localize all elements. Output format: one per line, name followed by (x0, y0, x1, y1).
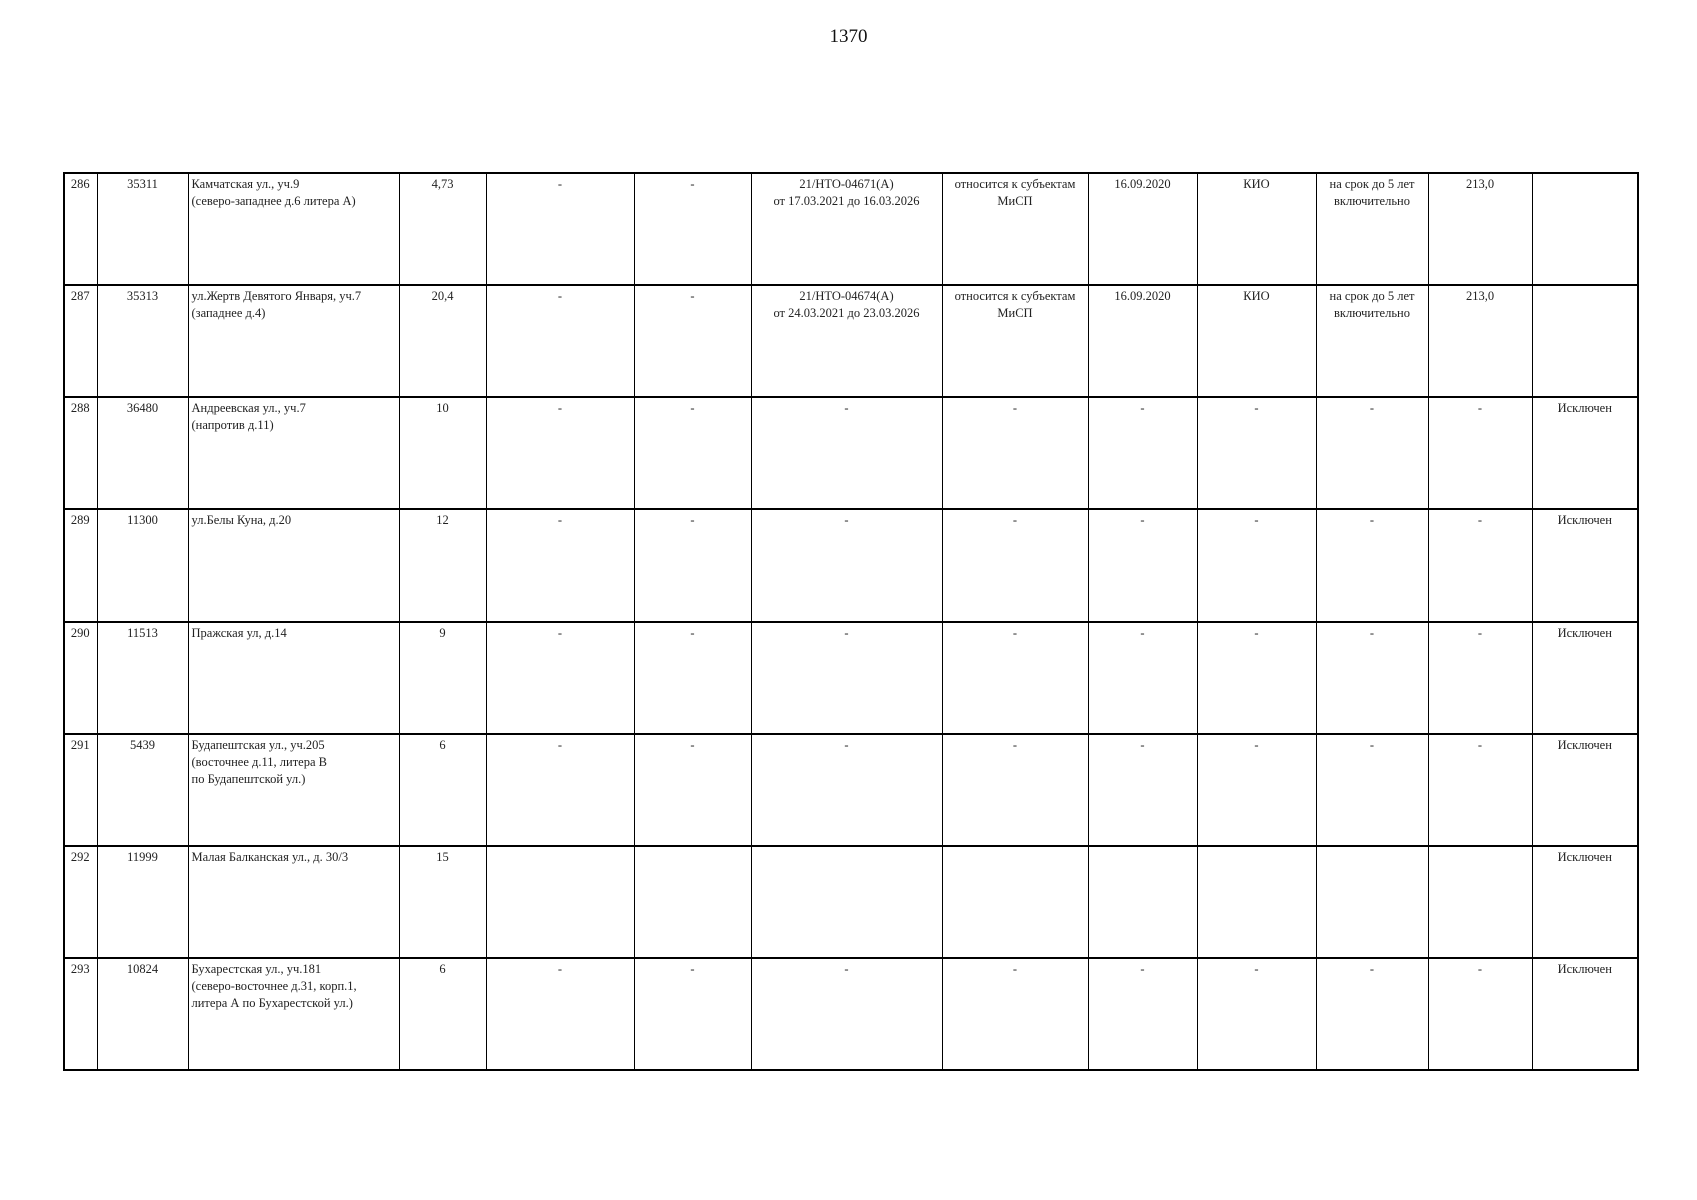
table-row (64, 173, 1638, 285)
organization-cell: - (1197, 622, 1316, 734)
contract-cell: 21/НТО-04674(А) от 24.03.2021 до 23.03.2026 (751, 285, 942, 397)
price-cell: - (1428, 397, 1532, 509)
object-id-cell: 5439 (97, 734, 188, 846)
object-id-cell: 11300 (97, 509, 188, 621)
organization-cell: - (1197, 734, 1316, 846)
status-cell (1532, 285, 1638, 397)
row-number-cell: 289 (64, 509, 97, 621)
column-5-cell: - (486, 397, 634, 509)
organization-cell: КИО (1197, 285, 1316, 397)
address-cell: Пражская ул, д.14 (188, 622, 399, 734)
term-cell: - (1316, 734, 1428, 846)
organization-cell: - (1197, 397, 1316, 509)
column-6-cell: - (634, 509, 751, 621)
contract-cell: 21/НТО-04671(А) от 17.03.2021 до 16.03.2026 (751, 173, 942, 285)
registry-table (63, 172, 1639, 1071)
object-id-cell: 36480 (97, 397, 188, 509)
column-5-cell: - (486, 958, 634, 1070)
status-cell (1532, 173, 1638, 285)
status-cell: Исключен (1532, 397, 1638, 509)
business-category-cell (942, 846, 1088, 958)
date-cell: - (1088, 622, 1197, 734)
table-row (64, 285, 1638, 397)
term-cell: - (1316, 397, 1428, 509)
table-row (64, 397, 1638, 509)
price-cell: - (1428, 622, 1532, 734)
page-number: 1370 (829, 26, 868, 47)
area-cell: 9 (399, 622, 486, 734)
area-cell: 6 (399, 734, 486, 846)
row-number-cell: 291 (64, 734, 97, 846)
address-cell: ул.Жертв Девятого Января, уч.7 (западнее д.4) (188, 285, 399, 397)
term-cell: - (1316, 509, 1428, 621)
row-number-cell: 290 (64, 622, 97, 734)
organization-cell: КИО (1197, 173, 1316, 285)
date-cell: - (1088, 958, 1197, 1070)
term-cell: на срок до 5 лет включительно (1316, 285, 1428, 397)
business-category-cell: - (942, 509, 1088, 621)
area-cell: 12 (399, 509, 486, 621)
column-5-cell: - (486, 734, 634, 846)
term-cell: - (1316, 622, 1428, 734)
column-5-cell: - (486, 173, 634, 285)
status-cell: Исключен (1532, 509, 1638, 621)
column-6-cell: - (634, 958, 751, 1070)
price-cell: - (1428, 734, 1532, 846)
contract-cell (751, 846, 942, 958)
column-5-cell: - (486, 509, 634, 621)
status-cell: Исключен (1532, 846, 1638, 958)
object-id-cell: 11513 (97, 622, 188, 734)
column-6-cell: - (634, 622, 751, 734)
organization-cell: - (1197, 958, 1316, 1070)
business-category-cell: - (942, 397, 1088, 509)
address-cell: ул.Белы Куна, д.20 (188, 509, 399, 621)
table-row (64, 958, 1638, 1070)
address-cell: Будапештская ул., уч.205 (восточнее д.11, литера В по Будапештской ул.) (188, 734, 399, 846)
date-cell: 16.09.2020 (1088, 173, 1197, 285)
term-cell: на срок до 5 лет включительно (1316, 173, 1428, 285)
column-5-cell (486, 846, 634, 958)
organization-cell (1197, 846, 1316, 958)
date-cell: 16.09.2020 (1088, 285, 1197, 397)
object-id-cell: 11999 (97, 846, 188, 958)
row-number-cell: 286 (64, 173, 97, 285)
price-cell: - (1428, 958, 1532, 1070)
column-5-cell: - (486, 285, 634, 397)
business-category-cell: - (942, 622, 1088, 734)
object-id-cell: 35311 (97, 173, 188, 285)
row-number-cell: 288 (64, 397, 97, 509)
organization-cell: - (1197, 509, 1316, 621)
business-category-cell: - (942, 958, 1088, 1070)
date-cell: - (1088, 734, 1197, 846)
price-cell: 213,0 (1428, 173, 1532, 285)
registry-rows (64, 173, 1638, 1070)
status-cell: Исключен (1532, 622, 1638, 734)
date-cell (1088, 846, 1197, 958)
column-6-cell: - (634, 734, 751, 846)
table-row (64, 509, 1638, 621)
status-cell: Исключен (1532, 734, 1638, 846)
table-row (64, 622, 1638, 734)
address-cell: Бухарестская ул., уч.181 (северо-восточнее д.31, корп.1, литера А по Бухарестской ул.) (188, 958, 399, 1070)
price-cell: 213,0 (1428, 285, 1532, 397)
column-6-cell: - (634, 173, 751, 285)
column-5-cell: - (486, 622, 634, 734)
area-cell: 6 (399, 958, 486, 1070)
row-number-cell: 292 (64, 846, 97, 958)
area-cell: 15 (399, 846, 486, 958)
row-number-cell: 287 (64, 285, 97, 397)
area-cell: 10 (399, 397, 486, 509)
column-6-cell: - (634, 285, 751, 397)
area-cell: 4,73 (399, 173, 486, 285)
column-6-cell (634, 846, 751, 958)
address-cell: Камчатская ул., уч.9 (северо-западнее д.6 литера А) (188, 173, 399, 285)
column-6-cell: - (634, 397, 751, 509)
address-cell: Малая Балканская ул., д. 30/3 (188, 846, 399, 958)
business-category-cell: относится к субъектам МиСП (942, 173, 1088, 285)
term-cell: - (1316, 958, 1428, 1070)
business-category-cell: относится к субъектам МиСП (942, 285, 1088, 397)
address-cell: Андреевская ул., уч.7 (напротив д.11) (188, 397, 399, 509)
status-cell: Исключен (1532, 958, 1638, 1070)
object-id-cell: 35313 (97, 285, 188, 397)
business-category-cell: - (942, 734, 1088, 846)
object-id-cell: 10824 (97, 958, 188, 1070)
date-cell: - (1088, 397, 1197, 509)
contract-cell: - (751, 397, 942, 509)
area-cell: 20,4 (399, 285, 486, 397)
price-cell (1428, 846, 1532, 958)
date-cell: - (1088, 509, 1197, 621)
row-number-cell: 293 (64, 958, 97, 1070)
contract-cell: - (751, 958, 942, 1070)
table-row (64, 846, 1638, 958)
price-cell: - (1428, 509, 1532, 621)
table-row (64, 734, 1638, 846)
contract-cell: - (751, 734, 942, 846)
term-cell (1316, 846, 1428, 958)
contract-cell: - (751, 509, 942, 621)
contract-cell: - (751, 622, 942, 734)
